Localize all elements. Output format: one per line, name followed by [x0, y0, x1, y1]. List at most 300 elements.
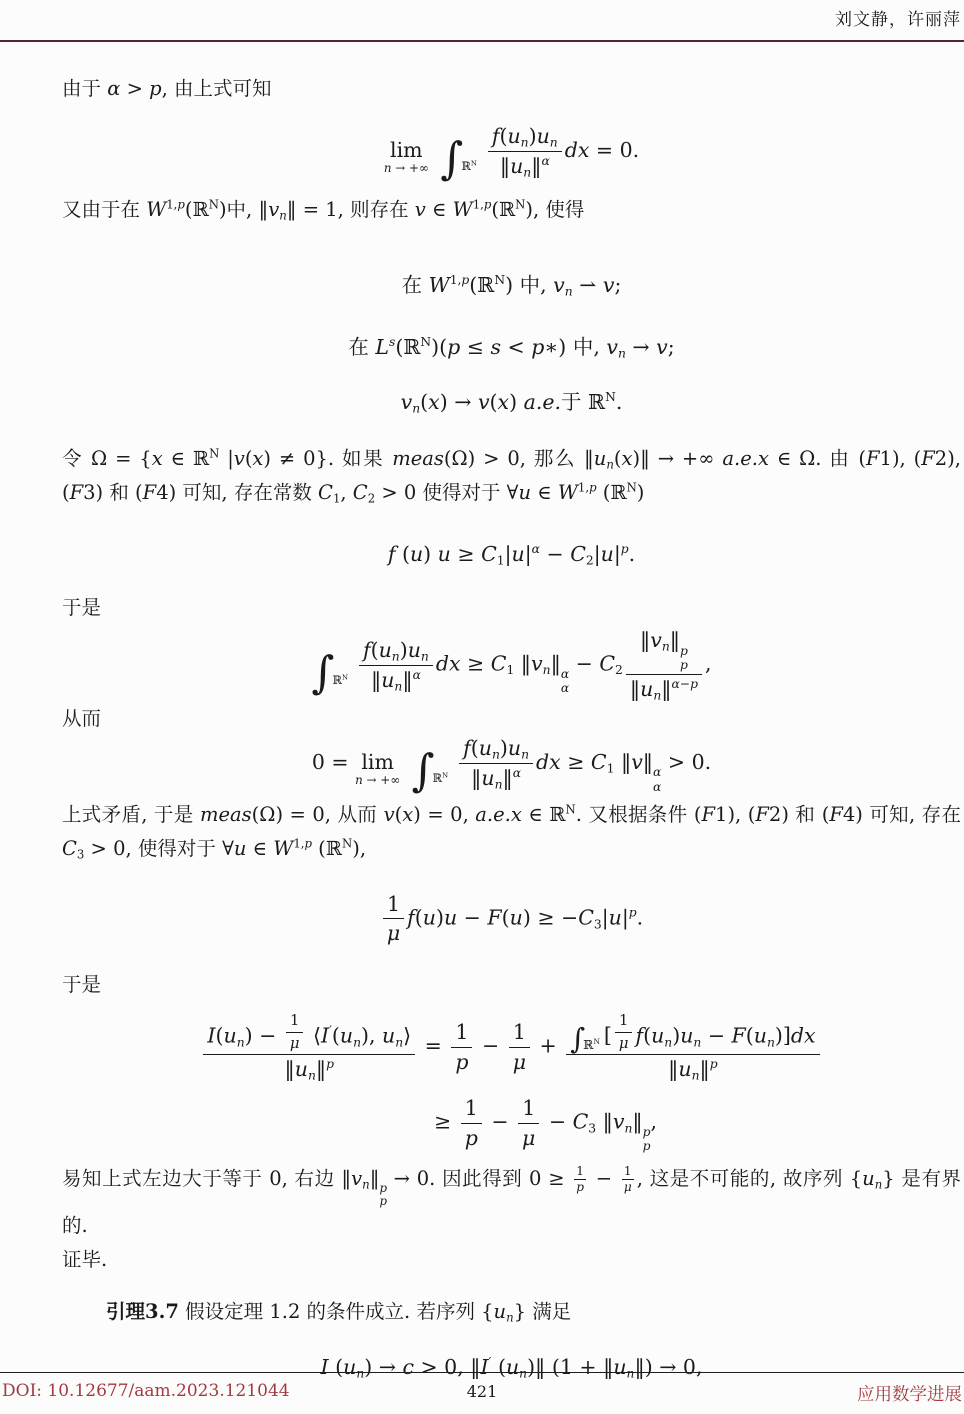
math-text: 在 — [348, 334, 376, 359]
math-variable: p — [576, 1179, 585, 1194]
math-variable: v — [351, 1166, 363, 1190]
fraction — [566, 1012, 819, 1082]
math-text: 易知上式左边大于等于 0, 右边 ‖ — [62, 1166, 352, 1190]
superscript — [671, 677, 698, 691]
math-text: ( — [244, 446, 253, 470]
math-text: ) — [435, 905, 444, 930]
lim-under-limit — [355, 775, 400, 787]
math-text: ) = 0, — [413, 802, 476, 826]
superscript — [532, 542, 540, 556]
math-text: | — [601, 905, 609, 930]
math-text: ) — [636, 480, 645, 504]
math-text: ; — [667, 334, 675, 359]
math-variable: x — [497, 390, 510, 415]
math-variable: u — [343, 1354, 357, 1379]
math-variable: dx — [536, 750, 561, 775]
math-variable: p — [326, 1057, 335, 1072]
math-variable: v — [531, 651, 543, 676]
paragraph-omega-measure — [62, 442, 961, 510]
math-variable: u — [223, 1023, 237, 1048]
math-text: ( — [394, 802, 403, 826]
math-text: ‖ — [531, 153, 542, 178]
denominator — [574, 1179, 586, 1194]
label-thus-2 — [62, 968, 961, 1002]
math-variable: α — [412, 667, 421, 682]
math-variable: v — [268, 197, 280, 221]
math-variable: u — [493, 1299, 507, 1323]
math-variable: f — [407, 905, 415, 930]
superscript — [473, 197, 492, 211]
math-variable: F — [142, 480, 157, 504]
fraction — [488, 124, 562, 179]
math-text: > 0 使得对于 ∀ — [375, 480, 519, 504]
math-variable: p — [620, 541, 629, 556]
superscript — [621, 542, 629, 556]
math-text: } 是有界的. — [62, 1166, 961, 1237]
math-variable: C — [481, 541, 497, 566]
math-variable: α — [107, 77, 121, 100]
math-text: 3 — [588, 1121, 597, 1136]
math-text: | — [593, 541, 601, 566]
math-text: (ℝ — [395, 334, 421, 359]
subscript — [767, 1035, 775, 1049]
math-text: )( — [431, 334, 448, 359]
math-text: ; — [614, 272, 622, 297]
formula-ae-convergence — [62, 390, 961, 416]
math-variable: u — [640, 677, 654, 702]
superscript — [494, 273, 505, 287]
math-text: ) ≥ − — [522, 905, 579, 930]
math-text: ‖ — [315, 1057, 327, 1082]
formula-ps-condition — [62, 1355, 961, 1381]
bold-label: 引理3.7 — [106, 1299, 179, 1323]
math-variable: I — [480, 1354, 489, 1379]
math-text: | — [613, 541, 621, 566]
math-variable: n — [564, 284, 573, 299]
subscript — [618, 346, 626, 360]
formula-f-lower-bound — [62, 542, 961, 568]
math-variable: u — [518, 480, 532, 504]
math-text: ℝ — [583, 1038, 594, 1053]
math-variable: n — [653, 688, 662, 703]
math-text: 于是 — [62, 972, 102, 996]
math-variable: p — [642, 1139, 651, 1154]
math-text: | — [621, 905, 629, 930]
math-variable: W — [146, 197, 167, 221]
numerator — [203, 1012, 415, 1054]
math-text: ( — [745, 1023, 754, 1048]
formula-energy-identity — [62, 1012, 961, 1082]
math-variable: C — [352, 480, 368, 504]
stack-superscript — [561, 667, 569, 681]
limit-operator — [383, 137, 429, 176]
subscript — [392, 650, 400, 664]
math-text: N — [626, 480, 637, 495]
subscript — [662, 640, 670, 654]
math-variable: v — [656, 334, 668, 359]
math-text: ⇀ — [572, 272, 603, 297]
numerator — [622, 1165, 634, 1179]
numerator — [626, 628, 702, 674]
math-text: → 0. 因此得到 0 ≥ — [386, 1166, 572, 1190]
math-text: = — [418, 1033, 449, 1058]
subsup-stack — [643, 1125, 651, 1153]
math-variable: u — [443, 905, 458, 930]
math-variable: n — [420, 649, 429, 664]
fraction — [383, 892, 404, 946]
math-variable: n — [661, 640, 670, 655]
numerator — [359, 638, 433, 665]
math-text: ( — [395, 541, 410, 566]
math-variable: F — [701, 802, 716, 826]
denominator — [488, 151, 562, 179]
math-variable: n — [412, 401, 421, 416]
math-text: , — [340, 480, 353, 504]
subscript — [362, 1177, 370, 1191]
math-text: → +∞ — [391, 161, 429, 176]
math-text: ∈ ℝ — [162, 446, 210, 470]
math-variable: n — [236, 1035, 245, 1050]
math-variable: f — [463, 736, 471, 761]
math-variable: v — [400, 390, 413, 415]
math-variable: n — [521, 747, 529, 762]
fraction — [574, 1165, 586, 1193]
math-text: (ℝ — [491, 197, 516, 221]
math-variable: u — [409, 541, 424, 566]
math-variable: α — [653, 779, 662, 794]
math-variable: u — [437, 541, 451, 566]
math-text: N — [593, 1037, 600, 1047]
denominator — [203, 1054, 415, 1082]
math-text: + — [533, 1033, 564, 1058]
math-text: 1, — [293, 836, 305, 851]
superscript — [627, 480, 637, 494]
math-variable: n — [491, 747, 500, 762]
math-variable: u — [505, 1354, 520, 1379]
math-variable: u — [678, 1057, 692, 1082]
subscript — [550, 136, 558, 150]
footer-journal: 应用数学进展 — [857, 1385, 962, 1405]
math-text: ( — [643, 1023, 652, 1048]
math-text: 由于 — [62, 77, 108, 100]
math-variable: u — [593, 446, 607, 470]
math-variable: v — [631, 750, 643, 775]
math-text: ≥ — [450, 541, 482, 566]
integral-subscript — [332, 673, 348, 687]
math-text: ), 使得 — [525, 197, 585, 221]
math-text: , 由上式可知 — [161, 77, 272, 100]
superscript — [605, 390, 616, 404]
math-variable: W — [273, 836, 294, 860]
numerator — [509, 1020, 530, 1047]
math-variable: u — [382, 1023, 396, 1048]
math-variable: p — [304, 836, 312, 851]
math-text: 2 — [585, 553, 594, 568]
math-text: ) ≠ 0}. 如果 — [263, 446, 393, 470]
math-text: 3) 和 ( — [83, 480, 143, 504]
superscript — [578, 480, 597, 494]
math-text: N — [208, 197, 219, 212]
math-text: ′ — [329, 1023, 332, 1038]
math-text: 令 Ω = { — [62, 446, 152, 470]
subscript — [497, 554, 505, 568]
math-variable: v — [477, 390, 490, 415]
numerator — [459, 736, 533, 763]
math-variable: a.e. — [523, 390, 561, 415]
lim-under-limit — [384, 163, 429, 175]
math-text: ) 中, — [505, 272, 554, 297]
math-variable: u — [378, 637, 392, 662]
formula-zero-limit-inequality — [62, 736, 961, 797]
math-variable: α — [653, 765, 662, 780]
subscript — [412, 402, 420, 416]
paragraph-contradiction — [62, 798, 961, 866]
label-qed — [62, 1243, 961, 1277]
math-text: ) → — [364, 1354, 403, 1379]
math-variable: dx — [435, 651, 461, 676]
superscript — [326, 1057, 334, 1071]
math-text: 于是 — [62, 596, 102, 620]
math-text: ≥ — [434, 1109, 458, 1134]
math-text: > 0. — [661, 750, 712, 775]
math-variable: n — [606, 457, 614, 472]
math-variable: u — [600, 541, 614, 566]
denominator — [518, 1123, 539, 1151]
formula-limit-zero — [62, 124, 961, 185]
math-variable: p — [379, 1180, 387, 1195]
math-variable: u — [753, 1023, 767, 1048]
fraction — [626, 628, 702, 702]
stack-subscript — [680, 658, 688, 672]
denominator — [509, 1047, 530, 1075]
math-variable: u — [339, 1023, 354, 1048]
math-text: ( — [470, 736, 479, 761]
math-variable: α — [531, 541, 540, 556]
numerator — [383, 892, 404, 919]
subscript — [395, 1035, 403, 1049]
math-variable: p — [461, 272, 470, 287]
math-text: 1, — [166, 197, 178, 212]
superscript — [710, 1057, 718, 1071]
superscript — [209, 197, 219, 211]
math-variable: u — [407, 637, 421, 662]
math-variable: x — [151, 446, 163, 470]
math-variable: I — [320, 1354, 329, 1379]
math-variable: n — [874, 1177, 883, 1192]
math-variable: meas — [392, 446, 444, 470]
integral — [311, 647, 354, 699]
math-text: ) — [672, 1023, 681, 1048]
math-text: ‖ — [369, 1166, 380, 1190]
math-variable: u — [510, 153, 524, 178]
math-variable: n — [520, 135, 529, 150]
integral-icon: ∫ — [411, 745, 435, 797]
subscript — [506, 1310, 514, 1324]
superscript — [565, 802, 575, 816]
numerator — [518, 1096, 539, 1123]
math-text: | — [504, 541, 512, 566]
math-text: ‖ — [632, 1109, 643, 1134]
math-variable: p — [483, 197, 492, 212]
math-variable: n — [395, 1035, 404, 1050]
lim-word: lim — [361, 749, 394, 774]
math-variable: u — [481, 766, 495, 791]
math-variable: p — [447, 334, 461, 359]
math-variable: μ — [618, 1034, 629, 1052]
math-variable: f — [363, 637, 371, 662]
denominator — [622, 1179, 634, 1194]
math-variable: meas — [200, 802, 252, 826]
math-variable: v — [650, 628, 662, 653]
math-text: 4) 可知, 存在 — [842, 802, 961, 826]
math-text: ‖ — [629, 677, 641, 702]
math-variable: C — [62, 836, 77, 860]
limit-operator — [355, 749, 401, 788]
integral-subscript — [583, 1038, 600, 1052]
math-text: 1), ( — [879, 446, 922, 470]
footer-doi: DOI: 10.12677/aam.2023.121044 — [2, 1381, 290, 1401]
math-text: − — [542, 1109, 573, 1134]
superscript — [342, 674, 348, 682]
math-text: ( — [414, 905, 423, 930]
math-text: 1 — [386, 891, 401, 916]
math-variable: C — [578, 905, 594, 930]
lim-word: lim — [390, 137, 423, 162]
math-variable: v — [383, 802, 395, 826]
math-text: ‖ = 1, 则存在 — [286, 197, 415, 221]
math-text: | — [524, 541, 532, 566]
subscript — [279, 208, 287, 222]
superscript — [593, 1037, 599, 1046]
superscript — [541, 154, 549, 168]
math-variable: n — [523, 165, 532, 180]
math-text: (ℝ — [596, 480, 627, 504]
header-authors: 刘文静，许丽萍 — [835, 10, 961, 30]
math-variable: W — [557, 480, 578, 504]
math-text: − — [475, 1033, 506, 1058]
math-text: N — [442, 771, 449, 780]
math-text: ≥ — [560, 750, 591, 775]
superscript — [629, 905, 637, 919]
fraction — [461, 1096, 482, 1150]
math-variable: p — [464, 1125, 478, 1150]
math-text: ( — [420, 390, 429, 415]
math-text: ≤ — [460, 334, 491, 359]
math-variable: n — [391, 649, 400, 664]
math-text: 1 — [576, 1163, 584, 1178]
math-text: ∗) 中, — [544, 334, 607, 359]
math-text: . 又根据条件 ( — [575, 802, 702, 826]
math-variable: n — [542, 663, 551, 678]
math-text: ) − — [244, 1023, 283, 1048]
math-text: N — [605, 390, 616, 405]
stack-subscript — [561, 681, 569, 695]
math-variable: v — [414, 197, 426, 221]
math-variable: n — [355, 773, 363, 788]
math-text: . — [615, 390, 623, 415]
math-variable: p — [690, 677, 698, 692]
math-text: ) — [528, 124, 537, 148]
denominator — [286, 1032, 304, 1053]
math-text: , — [650, 1109, 658, 1134]
integral — [440, 133, 483, 185]
subscript — [588, 1122, 596, 1136]
math-text: − — [457, 905, 488, 930]
math-variable: f — [635, 1023, 644, 1048]
superscript — [442, 772, 448, 780]
math-text: ( — [215, 1023, 224, 1048]
math-variable: n — [626, 1366, 635, 1381]
math-text: < — [501, 334, 532, 359]
math-text: N — [341, 673, 348, 682]
math-variable: p — [709, 1057, 718, 1072]
stack-subscript — [643, 1139, 651, 1153]
math-text: ‖ — [284, 1057, 295, 1082]
subscript — [606, 457, 614, 471]
math-text: N — [341, 836, 353, 851]
math-variable: u — [680, 1023, 694, 1048]
math-text: (ℝ — [184, 197, 209, 221]
math-text: 1 — [506, 663, 515, 678]
math-text: 1, — [472, 197, 484, 212]
math-text: 于 ℝ — [561, 390, 606, 415]
math-text: 1 — [606, 761, 615, 776]
math-text: ‖ — [699, 1057, 710, 1082]
math-text: 假设定理 1.2 的条件成立. 若序列 { — [178, 1299, 494, 1323]
math-text: [ — [603, 1023, 612, 1048]
math-text: ( — [331, 1023, 340, 1048]
math-text: → +∞ — [362, 773, 401, 788]
math-text: . — [636, 905, 644, 930]
superscript — [413, 668, 421, 682]
math-variable: n — [353, 1035, 361, 1050]
math-variable: n — [494, 777, 503, 792]
math-variable: W — [428, 272, 450, 297]
math-variable: f — [387, 541, 396, 566]
math-text: 上式矛盾, 于是 — [62, 802, 200, 826]
math-text: N — [470, 159, 477, 168]
math-variable: n — [383, 161, 392, 176]
math-text: ‖ — [499, 153, 511, 178]
fraction — [203, 1012, 415, 1082]
math-text: − — [539, 541, 571, 566]
math-variable: n — [624, 1121, 633, 1136]
math-text: ‖ — [596, 1109, 613, 1134]
math-text: ‖ — [514, 651, 532, 676]
math-text: ‖ — [614, 750, 632, 775]
math-variable: F — [866, 446, 880, 470]
math-variable: x — [252, 446, 264, 470]
math-text: (Ω) > 0, 那么 ‖ — [443, 446, 594, 470]
math-text: N — [494, 272, 506, 287]
integral — [411, 745, 455, 797]
math-text: ∈ — [531, 480, 558, 504]
formula-mu-inequality — [62, 892, 961, 946]
math-variable: F — [829, 802, 843, 826]
math-text: 3 — [593, 917, 602, 932]
math-variable: p — [679, 657, 688, 672]
numerator — [461, 1096, 482, 1123]
formula-integral-inequality — [62, 628, 961, 702]
math-variable: x — [428, 390, 440, 415]
math-text: − — [589, 1166, 619, 1190]
math-text: 1 — [512, 1020, 526, 1045]
math-text: 又由于在 — [62, 197, 147, 221]
math-text: (ℝ — [469, 272, 495, 297]
math-variable: a.e.x — [722, 446, 769, 470]
subsup-stack — [561, 667, 569, 695]
stack-superscript — [680, 644, 688, 658]
